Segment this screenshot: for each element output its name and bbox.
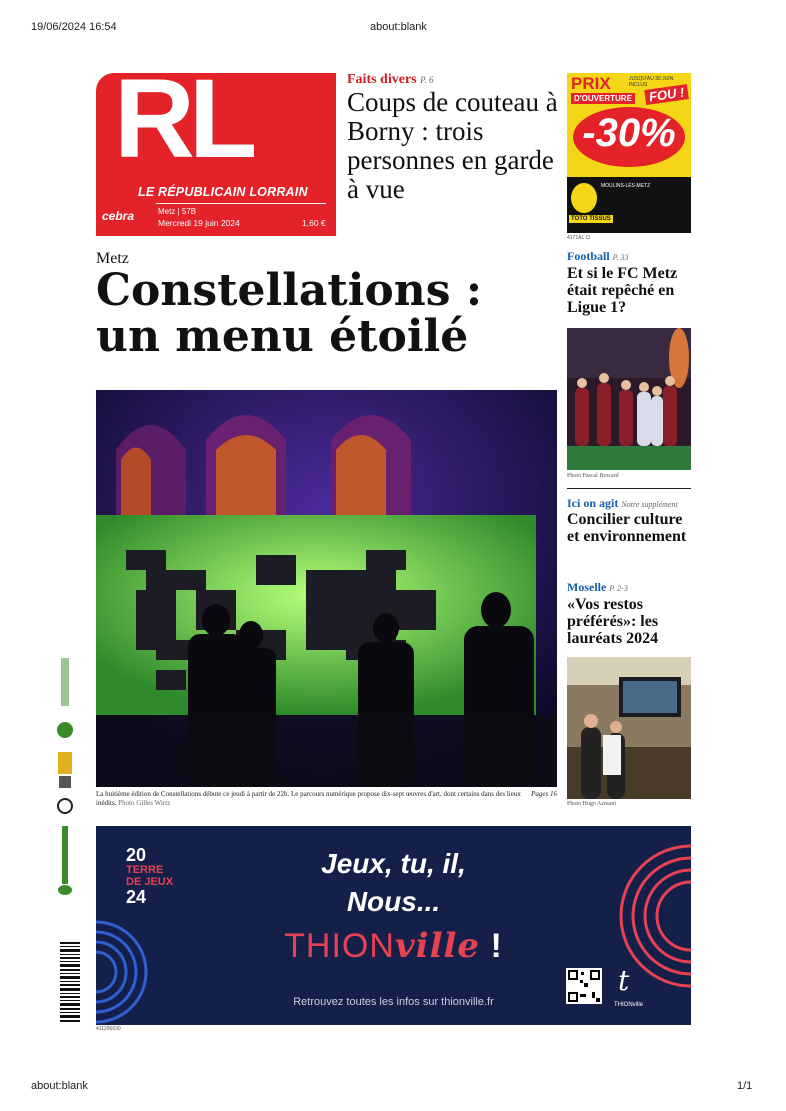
top-story-headline[interactable]: Coups de couteau à Borny : trois personnes en garde à vue [347,87,558,204]
ad-discount: -30% [582,111,676,155]
issue-date: Mercredi 19 juin 2024 [158,218,240,228]
barcode-icon [58,942,82,1022]
print-footer-url: about:blank [31,1080,88,1092]
sidebar-section-supplement [567,496,678,511]
ad-reference: 411296630 [96,1026,121,1032]
main-photo[interactable] [96,390,557,787]
top-story-page: P. 6 [420,75,434,85]
sidebar-section-page: P. 2-3 [609,584,628,593]
caption-pages: Pages 16 [531,790,557,798]
brand-exclamation: ! [490,927,503,965]
thionville-mini-logo-icon: t [618,964,630,997]
top-story-section [347,72,433,88]
pefc-icons [56,658,74,818]
issue-price: 1,60 € [302,218,326,228]
certification-marks [56,658,74,818]
sidebar-section-page: P. 33 [612,253,629,262]
qr-code-pattern [566,968,602,1004]
main-headline[interactable]: Constellations : un menu étoilé [96,265,483,362]
ad-badge: FOU ! [644,84,689,105]
restaurant-photo[interactable] [567,657,691,799]
top-story-section-name: Faits divers [347,72,417,87]
ad-prix: PRIX [571,74,611,93]
logo-year-top: 20 [126,845,147,865]
paper-name: LE RÉPUBLICAIN LORRAIN [138,185,308,199]
sidebar-section-name: Moselle [567,580,607,594]
logo-terre: TERRE [126,864,164,876]
print-title: about:blank [370,21,427,33]
main-photo-image [96,390,557,787]
thionville-mini-brand: THIONville [614,1002,644,1008]
sidebar-section-page: Notre supplément [621,500,678,509]
store-logo-icon [571,183,597,213]
sidebar-section-name: Ici on agit [567,496,619,510]
masthead-rule [156,203,326,204]
store-ad[interactable] [567,73,691,233]
logo-year-bottom: 24 [126,887,147,907]
edition-label: Metz | 57B [158,207,197,216]
caption-credit: Photo Gilles Wirtz [118,799,171,807]
masthead[interactable] [96,73,336,236]
ad-slogan-line1: Jeux, tu, il, [321,848,466,879]
restaurant-photo-image [567,657,691,799]
imprim-vert-icon [56,826,74,896]
football-photo[interactable] [567,328,691,470]
partner-logo: cebra [102,209,135,223]
print-timestamp: 19/06/2024 16:54 [31,21,117,33]
sidebar-headline-supplement[interactable]: Concilier culture et environnement [567,511,687,545]
sidebar-headline-moselle[interactable]: «Vos restos préférés»: les lauréats 2024 [567,596,659,647]
ad-slogan-line2: Nous... [346,886,441,917]
ad-ouverture: D'OUVERTURE [571,93,635,104]
brand-thion: THION [284,927,395,965]
thionville-brand [96,926,691,966]
caption-text: La huitième édition de Constellations débute ce jeudi à partir de 22h. Le parcours numérique propose dix-sept œuvres d'art, dont certains dans des lieux inédits. [96,790,521,807]
logo-de-jeux: DE JEUX [126,876,174,888]
ad-small-print: JUSQU'AU 30 JUIN INCLUS [629,76,674,88]
print-page-count: 1/1 [737,1080,753,1092]
rl-logo: RL [114,73,252,181]
photo-caption [96,790,557,808]
ad-reference: 4171AL Cl [567,235,591,241]
sidebar-headline-football[interactable]: Et si le FC Metz était repêché en Ligue 1? [567,265,678,316]
ad-store-info: MOULINS-LÈS-METZ [601,183,651,189]
imprim-vert-mark [56,826,74,896]
ad-website[interactable]: Retrouvez toutes les infos sur thionville.fr [293,996,494,1008]
sidebar-section-moselle [567,580,628,595]
ad-store-name: TOTO TISSUS [571,216,611,222]
sidebar-section-name: Football [567,249,610,263]
barcode-lines [58,942,82,1022]
restaurant-photo-credit: Photo Hugo Azmani [567,801,616,807]
qr-code-icon[interactable] [566,968,602,1004]
sidebar-divider [567,488,691,489]
football-photo-credit: Photo Pascal Brocard [567,473,619,479]
brand-ville: ville [394,926,481,966]
football-photo-image [567,328,691,470]
thionville-ad[interactable] [96,826,691,1025]
main-kicker: Metz [96,250,129,267]
sidebar-section-football [567,249,629,264]
